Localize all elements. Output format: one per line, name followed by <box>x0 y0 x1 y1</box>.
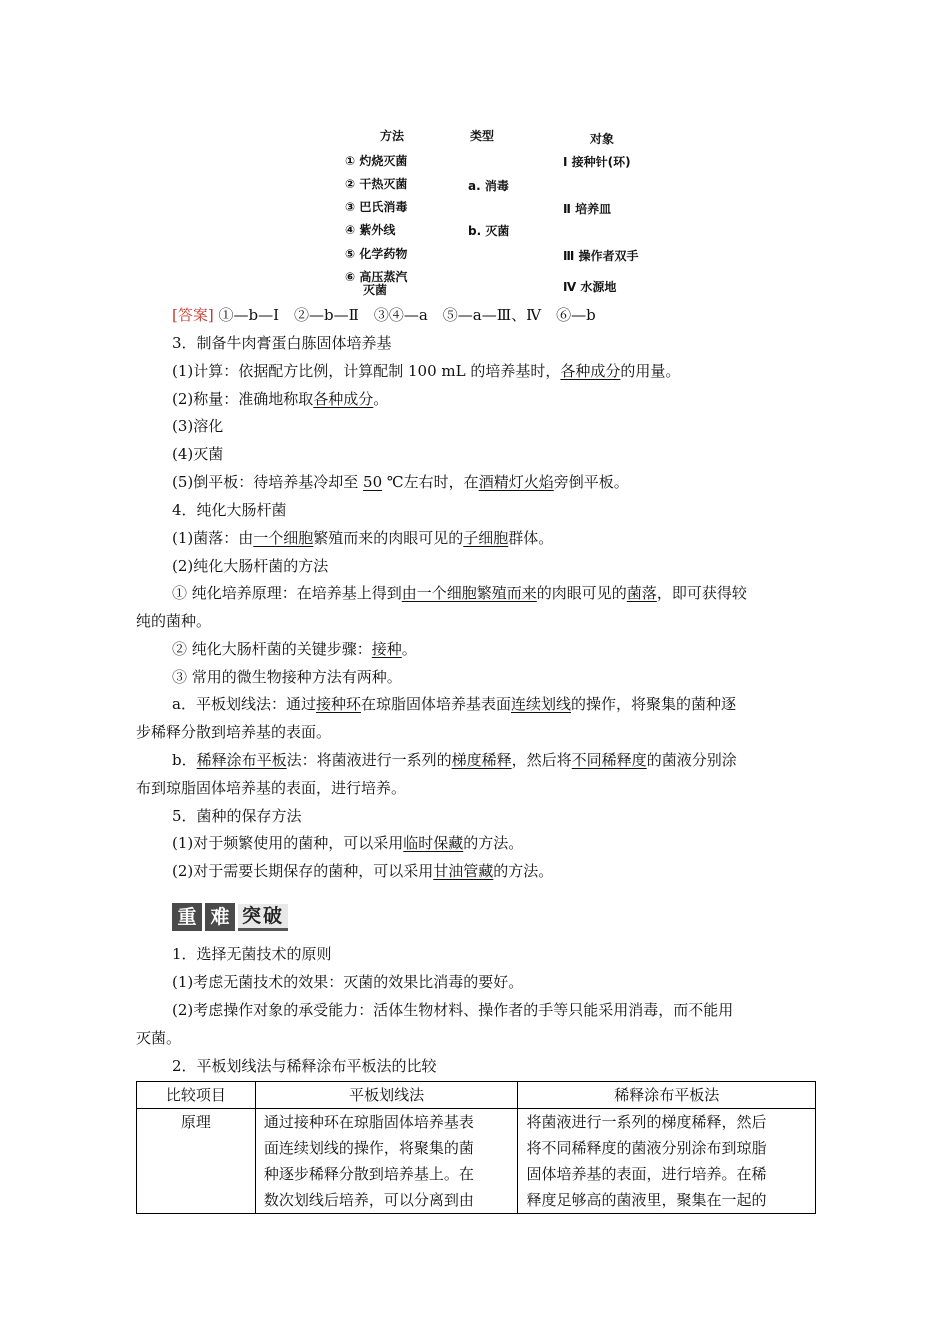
breakthrough-title1: 1．选择无菌技术的原则 <box>172 945 332 963</box>
section4-streak-cont: 步稀释分散到培养基的表面。 <box>136 723 332 741</box>
section3-step3: (3)溶化 <box>172 417 224 435</box>
header-object: 对象 <box>590 132 615 146</box>
table-header: 平板划线法 <box>255 1082 518 1109</box>
banner-char: 重 <box>172 903 202 931</box>
section3-step5: (5)倒平板：待培养基冷却至 50 ℃左右时，在酒精灯火焰旁倒平板。 <box>172 473 629 491</box>
table-row-label: 原理 <box>137 1109 256 1214</box>
section4-colony: (1)菌落：由一个细胞繁殖而来的肉眼可见的子细胞群体。 <box>172 529 554 547</box>
banner-char: 难 <box>205 903 235 931</box>
method-item: ⑤ 化学药物 <box>345 247 408 261</box>
section4-key-step: ② 纯化大肠杆菌的关键步骤：接种。 <box>172 640 417 658</box>
method-item: ④ 紫外线 <box>345 223 396 237</box>
table-cell: 将菌液进行一系列的梯度稀释，然后 将不同稀释度的菌液分别涂布到琼脂 固体培养基的表面，进行培养。在稀 释度足够高的菌液里，聚集在一起的 <box>518 1109 816 1214</box>
section4-spread: b．稀释涂布平板法：将菌液进行一系列的梯度稀释，然后将不同稀释度的菌液分别涂 <box>172 751 737 769</box>
section4-method-title: (2)纯化大肠杆菌的方法 <box>172 557 329 575</box>
section5-title: 5．菌种的保存方法 <box>172 807 302 825</box>
method-item: ② 干热灭菌 <box>345 177 408 191</box>
answer-tag: [答案] <box>172 306 214 324</box>
section4-principle-cont: 纯的菌种。 <box>136 612 212 630</box>
section3-step1: (1)计算：依据配方比例，计算配制 100 mL 的培养基时，各种成分的用量。 <box>172 362 681 380</box>
object-item: Ⅱ 培养皿 <box>563 202 612 216</box>
method-item: ① 灼烧灭菌 <box>345 154 408 168</box>
section4-title: 4．纯化大肠杆菌 <box>172 501 287 519</box>
object-item: Ⅳ 水源地 <box>563 280 617 294</box>
section5-item2: (2)对于需要长期保存的菌种，可以采用甘油管藏的方法。 <box>172 862 554 880</box>
method-item: ⑥ 高压蒸汽 <box>345 270 408 284</box>
comparison-table <box>136 1081 816 1214</box>
table-row <box>137 1109 816 1214</box>
table-header: 稀释涂布平板法 <box>518 1082 816 1109</box>
section3-step4: (4)灭菌 <box>172 445 224 463</box>
object-item: Ⅰ 接种针(环) <box>563 155 631 169</box>
type-item: b. 灭菌 <box>468 224 510 238</box>
table-header: 比较项目 <box>137 1082 256 1109</box>
answer-text: ①—b—Ⅰ ②—b—Ⅱ ③④—a ⑤—a—Ⅲ、Ⅳ ⑥—b <box>218 306 596 324</box>
method-item: ③ 巴氏消毒 <box>345 200 408 214</box>
table-cell: 通过接种环在琼脂固体培养基表 面连续划线的操作，将聚集的菌 种逐步稀释分散到培养基上。在 数次划线后培养，可以分离到由 <box>255 1109 518 1214</box>
header-type: 类型 <box>470 129 495 143</box>
section3-title: 3．制备牛肉膏蛋白胨固体培养基 <box>172 334 392 352</box>
breakthrough-title2: 2．平板划线法与稀释涂布平板法的比较 <box>172 1057 437 1075</box>
type-item: a. 消毒 <box>468 179 509 193</box>
section4-two-methods: ③ 常用的微生物接种方法有两种。 <box>172 668 402 686</box>
section4-streak: a．平板划线法：通过接种环在琼脂固体培养基表面连续划线的操作，将聚集的菌种逐 <box>172 695 737 713</box>
method-item-cont: 灭菌 <box>363 283 388 297</box>
breakthrough-point2-cont: 灭菌。 <box>136 1029 182 1047</box>
header-method: 方法 <box>380 129 405 143</box>
section3-step2: (2)称量：准确地称取各种成分。 <box>172 390 389 408</box>
section5-item1: (1)对于频繁使用的菌种，可以采用临时保藏的方法。 <box>172 834 524 852</box>
banner-rest: 突破 <box>238 904 288 931</box>
table-header-row <box>137 1082 816 1109</box>
answer-line <box>172 305 596 325</box>
breakthrough-point2: (2)考虑操作对象的承受能力：活体生物材料、操作者的手等只能采用消毒，而不能用 <box>172 1001 734 1019</box>
section4-principle: ① 纯化培养原理：在培养基上得到由一个细胞繁殖而来的肉眼可见的菌落，即可获得较 <box>172 584 747 602</box>
object-item: Ⅲ 操作者双手 <box>563 249 639 263</box>
breakthrough-point1: (1)考虑无菌技术的效果：灭菌的效果比消毒的要好。 <box>172 973 524 991</box>
section4-spread-cont: 布到琼脂固体培养基的表面，进行培养。 <box>136 779 407 797</box>
section-banner <box>172 901 288 931</box>
